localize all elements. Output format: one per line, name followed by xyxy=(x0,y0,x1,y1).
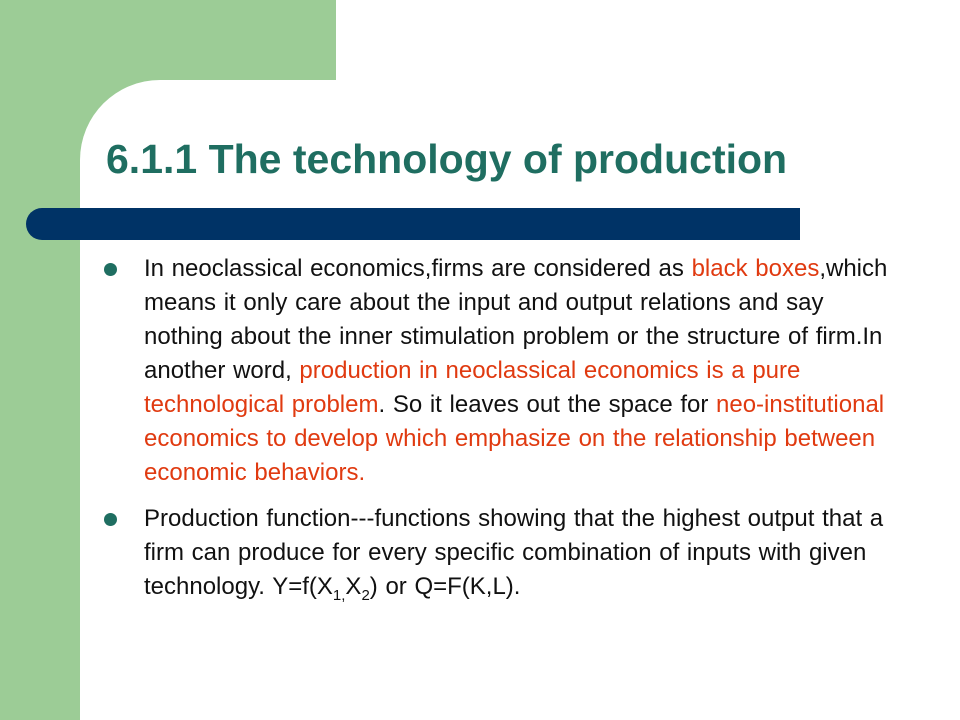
slide-body xyxy=(104,252,904,604)
bullet2-subscript-2: 2 xyxy=(361,586,370,604)
title-underline-bar xyxy=(26,208,800,240)
bullet2-text-2: X xyxy=(345,573,362,600)
slide-title: 6.1.1 The technology of production xyxy=(106,136,788,182)
bullet2-subscript-1: 1, xyxy=(332,586,346,604)
bullet1-text-2: ,which means it only care about the input and output relations and say nothing about the inner stimulation problem or the structure of firm.In another word, xyxy=(144,255,888,384)
bullet2-text-3: ) or Q=F(K,L). xyxy=(369,573,521,600)
bullet2-text-1: Production function---functions showing that the highest output that a firm can produce for every specific combination of inputs with given technology. Y=f(X xyxy=(144,505,884,600)
bullet1-highlight-production: production in neoclassical economics is a pure technological problem xyxy=(144,357,801,418)
bullet1-text-1: In neoclassical economics,firms are considered as xyxy=(144,255,692,282)
bullet1-highlight-black-boxes: black boxes xyxy=(691,255,820,282)
bullet-item-production-function xyxy=(104,502,904,604)
bullet-dot-icon xyxy=(104,513,117,526)
bullet1-text-3: . So it leaves out the space for xyxy=(378,391,717,418)
bullet1-highlight-neo-institutional: neo-institutional economics to develop which emphasize on the relationship between economic behaviors. xyxy=(144,391,885,486)
bullet-dot-icon xyxy=(104,263,117,276)
bullet-item-neoclassical xyxy=(104,252,904,490)
